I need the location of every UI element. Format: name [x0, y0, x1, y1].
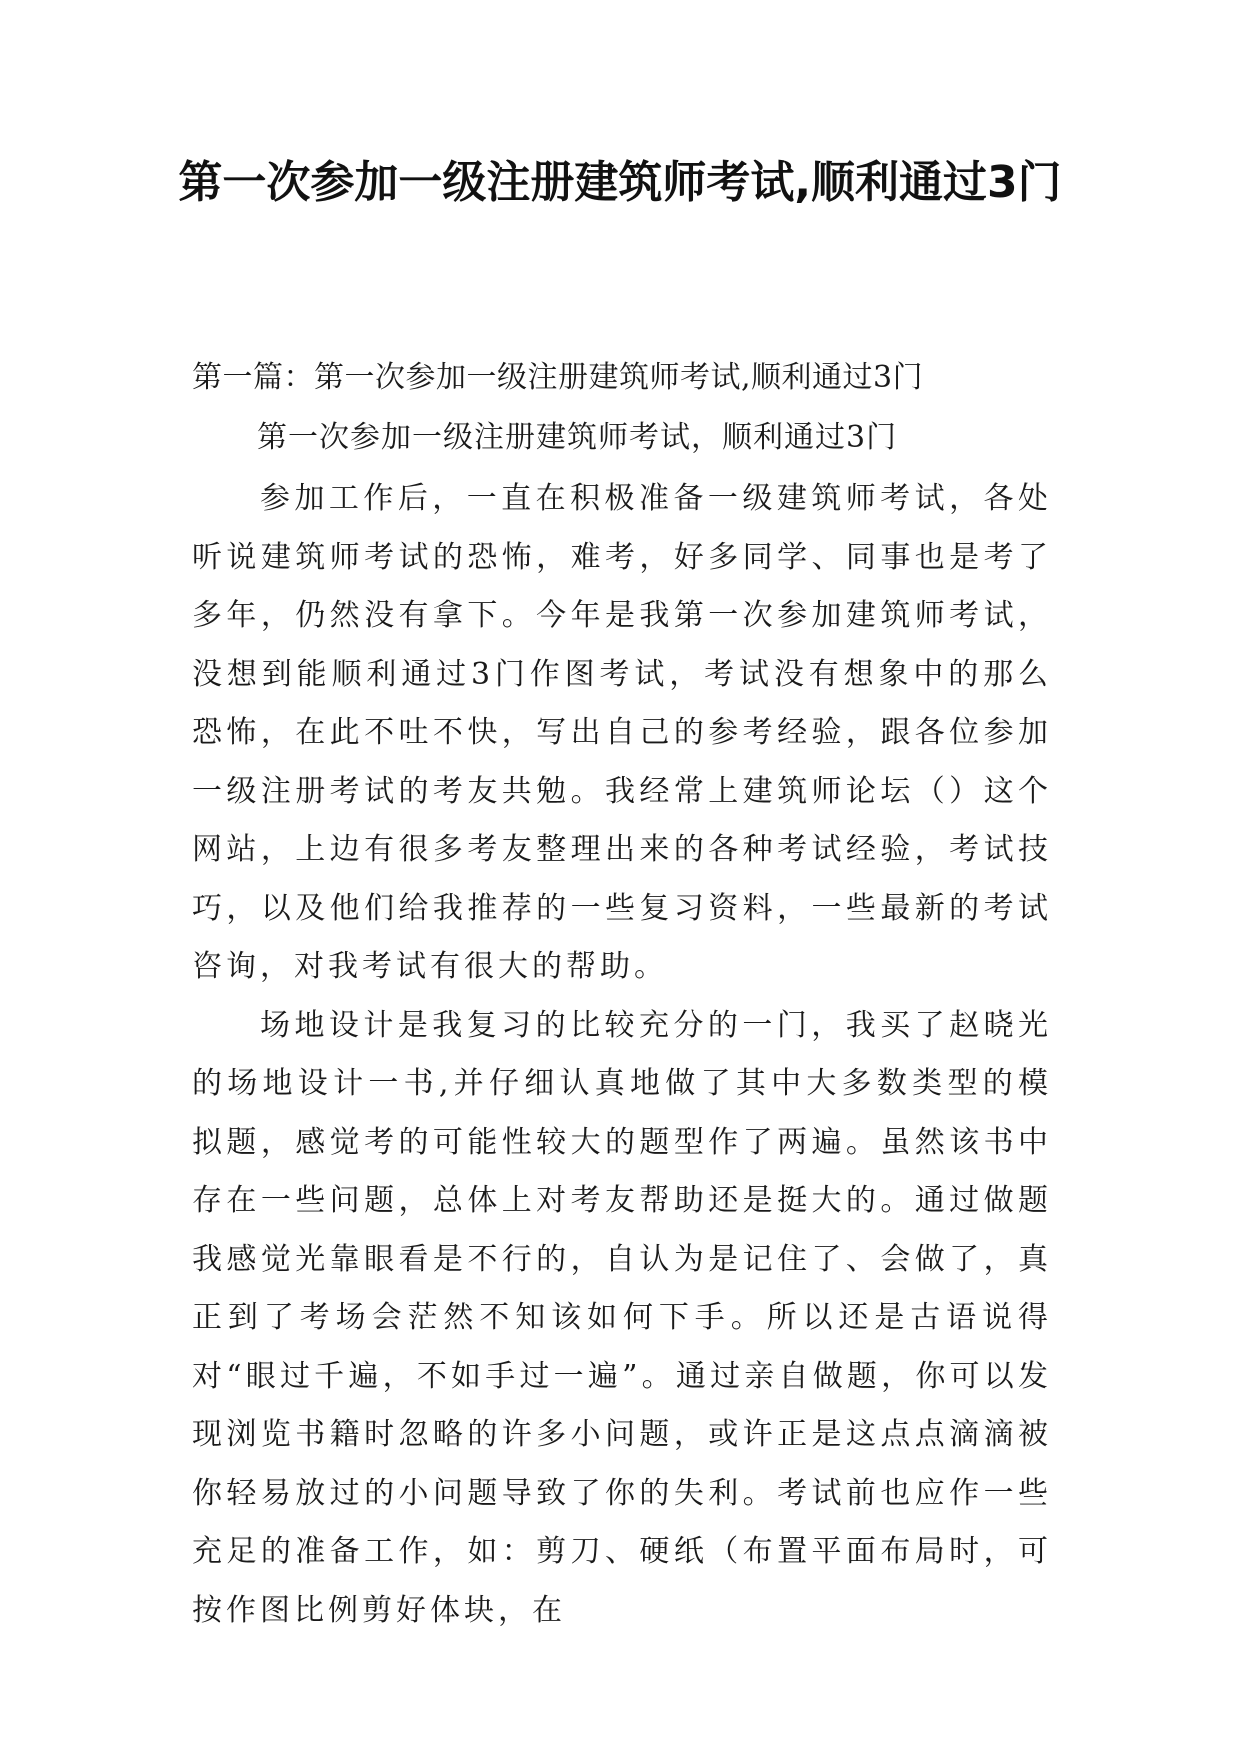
section-heading: 第一篇：第一次参加一级注册建筑师考试,顺利通过3门 — [192, 360, 924, 395]
article-subtitle: 第一次参加一级注册建筑师考试，顺利通过3门 — [257, 420, 898, 455]
article-body — [192, 470, 1052, 1640]
document-title: 第一次参加一级注册建筑师考试,顺利通过3门 — [178, 157, 1062, 208]
paragraph-1: 参加工作后，一直在积极准备一级建筑师考试，各处听说建筑师考试的恐怖，难考，好多同学、同事也是考了多年，仍然没有拿下。今年是我第一次参加建筑师考试，没想到能顺利通过3门作图考试，考试没有想象中的那么恐怖，在此不吐不快，写出自己的参考经验，跟各位参加一级注册考试的考友共勉。我经常上建筑师论坛（）这个网站，上边有很多考友整理出来的各种考试经验，考试技巧，以及他们给我推荐的一些复习资料，一些最新的考试咨询，对我考试有很大的帮助。 — [192, 481, 1052, 984]
paragraph-2: 场地设计是我复习的比较充分的一门，我买了赵晓光的场地设计一书,并仔细认真地做了其中大多数类型的模拟题，感觉考的可能性较大的题型作了两遍。虽然该书中存在一些问题，总体上对考友帮助还是挺大的。通过做题我感觉光靠眼看是不行的，自认为是记住了、会做了，真正到了考场会茫然不知该如何下手。所以还是古语说得对“眼过千遍，不如手过一遍”。通过亲自做题，你可以发现浏览书籍时忽略的许多小问题，或许正是这点点滴滴被你轻易放过的小问题导致了你的失利。考试前也应作一些充足的准备工作，如：剪刀、硬纸（布置平面布局时，可按作图比例剪好体块，在 — [192, 1007, 1052, 1628]
